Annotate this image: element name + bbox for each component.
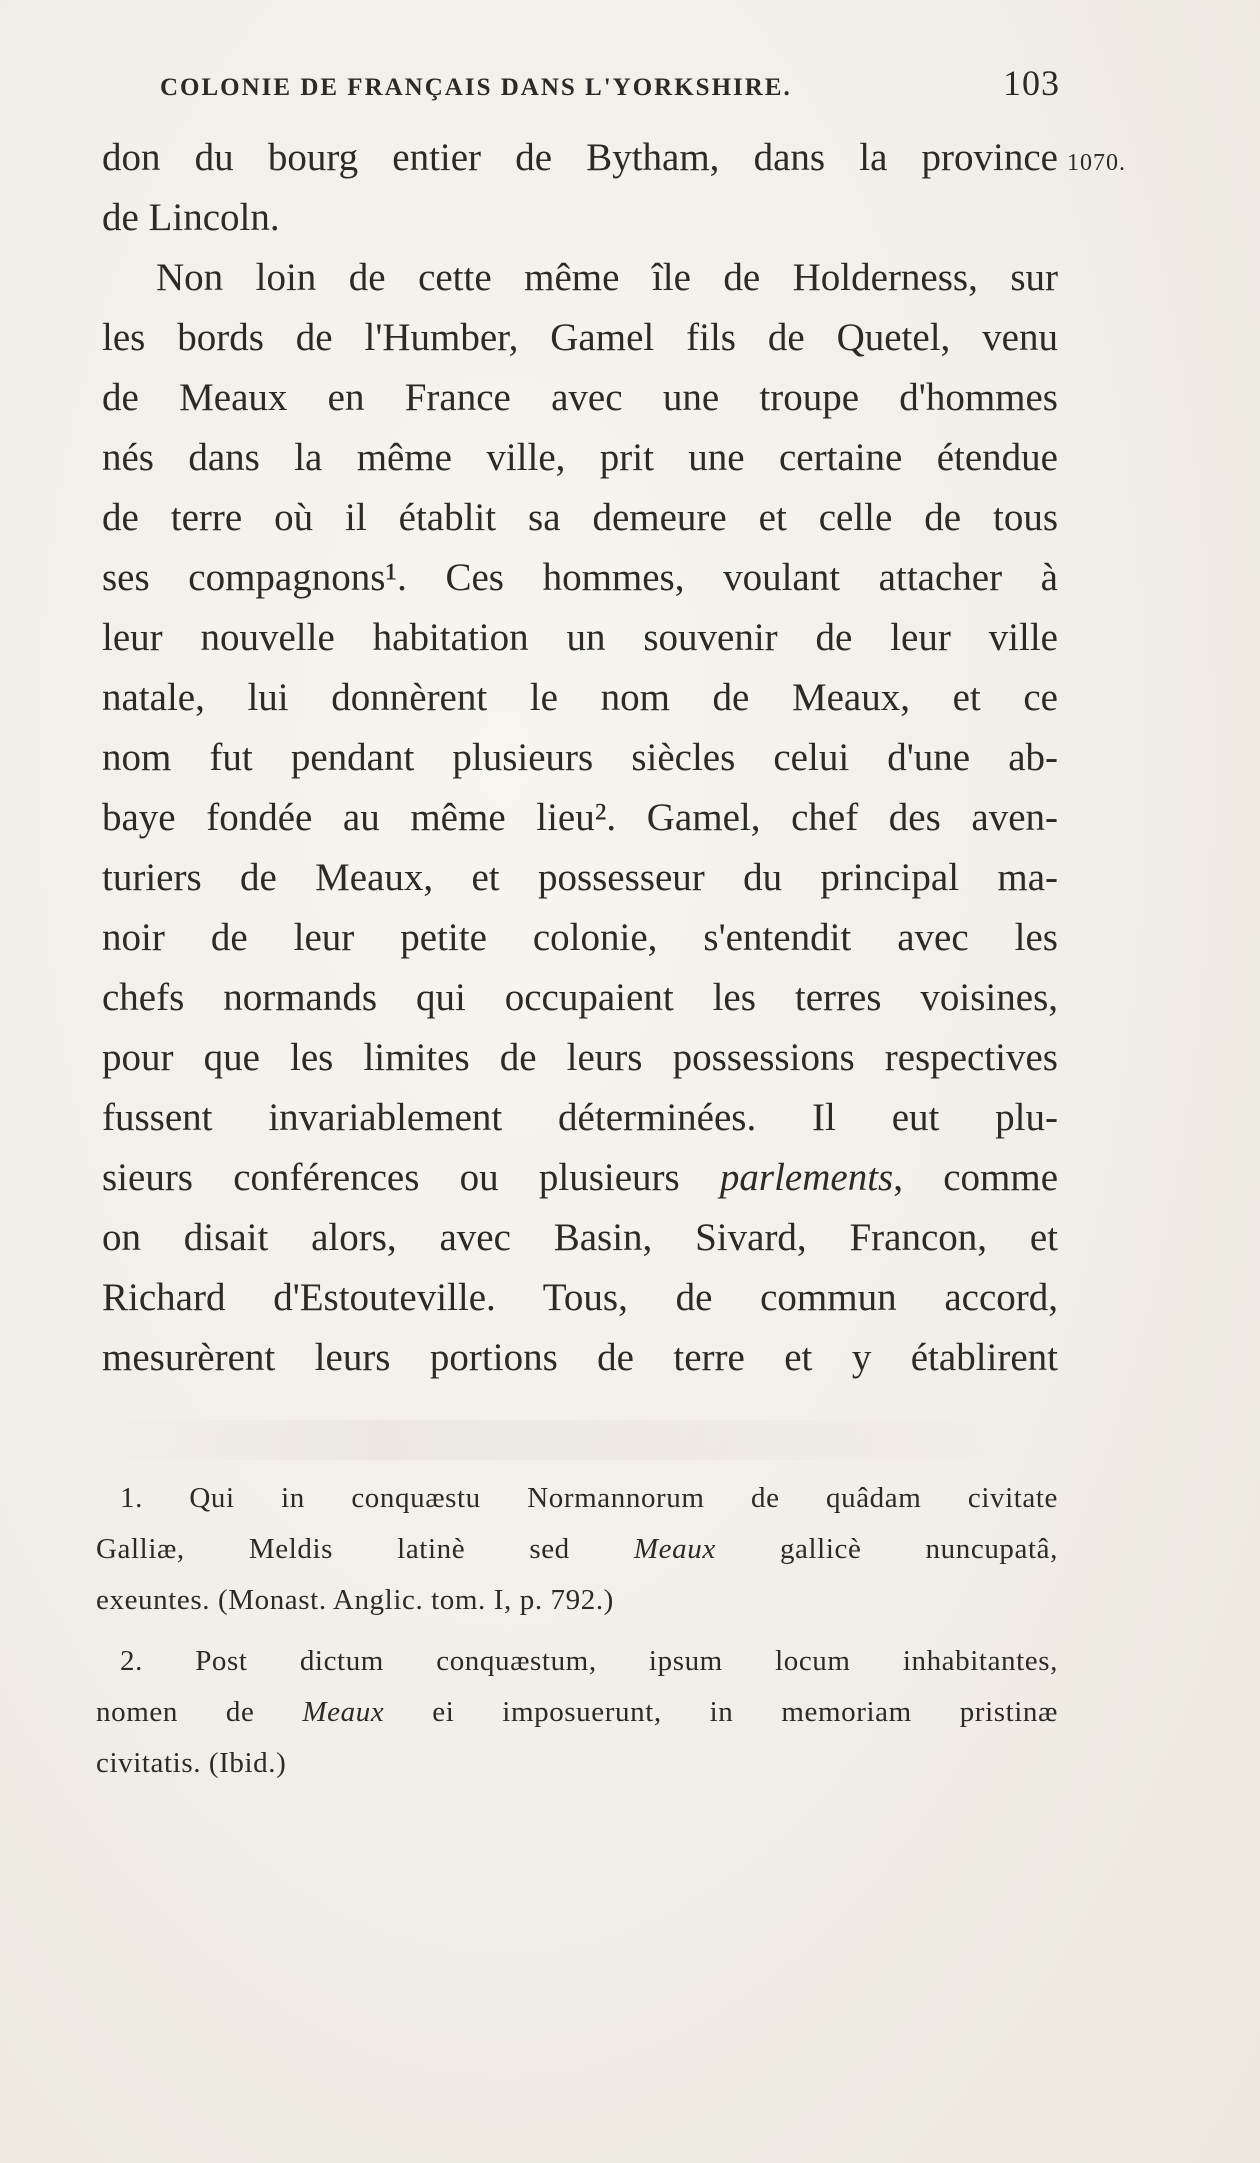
main-text-block <box>102 128 1058 1388</box>
footnote-1-line: 1. Qui in conquæstu Normannorum de quâdam civitate <box>120 1482 1058 1514</box>
text-line: pour que les limites de leurs possessions respectives <box>102 1036 1058 1079</box>
text-line-with-italic <box>102 1148 1058 1208</box>
text-line: turiers de Meaux, et possesseur du principal ma- <box>102 856 1058 899</box>
text-line: don du bourg entier de Bytham, dans la province <box>102 136 1058 179</box>
footnote-2-line: civitatis. (Ibid.) <box>96 1747 287 1779</box>
text-line: baye fondée au même lieu². Gamel, chef des aven- <box>102 796 1058 839</box>
footnote-gap <box>96 1626 1058 1636</box>
footnote-1-line <box>96 1524 1058 1575</box>
italic-word: Meaux <box>302 1696 385 1728</box>
footnote-2-line: 2. Post dictum conquæstum, ipsum locum inhabitantes, <box>120 1645 1058 1677</box>
text-fragment: nomen de <box>96 1696 255 1728</box>
text-line: chefs normands qui occupaient les terres voisines, <box>102 976 1058 1019</box>
footnotes <box>96 1473 1058 1789</box>
running-header <box>160 62 1060 110</box>
text-line: les bords de l'Humber, Gamel fils de Quetel, venu <box>102 316 1058 359</box>
footnote-2-line <box>96 1687 1058 1738</box>
running-title: COLONIE DE FRANÇAIS DANS L'YORKSHIRE. <box>160 74 792 101</box>
text-fragment: sieurs conférences ou plusieurs <box>102 1156 680 1199</box>
text-line: natale, lui donnèrent le nom de Meaux, et ce <box>102 676 1058 719</box>
italic-word: parlements <box>719 1156 894 1199</box>
text-line: nom fut pendant plusieurs siècles celui d'une ab- <box>102 736 1058 779</box>
text-fragment: ei imposuerunt, in memoriam pristinæ <box>432 1696 1058 1728</box>
text-line: nés dans la même ville, prit une certaine étendue <box>102 436 1058 479</box>
margin-year-note: 1070. <box>1067 150 1126 176</box>
text-line: noir de leur petite colonie, s'entendit avec les <box>102 916 1058 959</box>
text-fragment: Galliæ, Meldis latinè sed <box>96 1533 570 1565</box>
text-line: de Meaux en France avec une troupe d'hommes <box>102 376 1058 419</box>
page-number: 103 <box>1003 63 1060 103</box>
footnote-1-line: exeuntes. (Monast. Anglic. tom. I, p. 792.) <box>96 1584 614 1616</box>
italic-word: Meaux <box>633 1533 716 1565</box>
text-fragment: gallicè nuncupatâ, <box>779 1533 1058 1565</box>
text-line: Non loin de cette même île de Holderness, sur <box>156 256 1058 299</box>
text-fragment: , comme <box>893 1156 1059 1199</box>
text-line: de Lincoln. <box>102 196 280 239</box>
text-line: on disait alors, avec Basin, Sivard, Francon, et <box>102 1216 1058 1259</box>
text-line: leur nouvelle habitation un souvenir de leur ville <box>102 616 1058 659</box>
text-line: ses compagnons¹. Ces hommes, voulant attacher à <box>102 556 1058 599</box>
text-line: de terre où il établit sa demeure et celle de tous <box>102 496 1058 539</box>
text-line: Richard d'Estouteville. Tous, de commun accord, <box>102 1276 1058 1319</box>
text-line: fussent invariablement déterminées. Il eut plu- <box>102 1096 1058 1139</box>
show-through-shadow <box>110 1420 1010 1460</box>
text-line: mesurèrent leurs portions de terre et y établirent <box>102 1336 1058 1379</box>
